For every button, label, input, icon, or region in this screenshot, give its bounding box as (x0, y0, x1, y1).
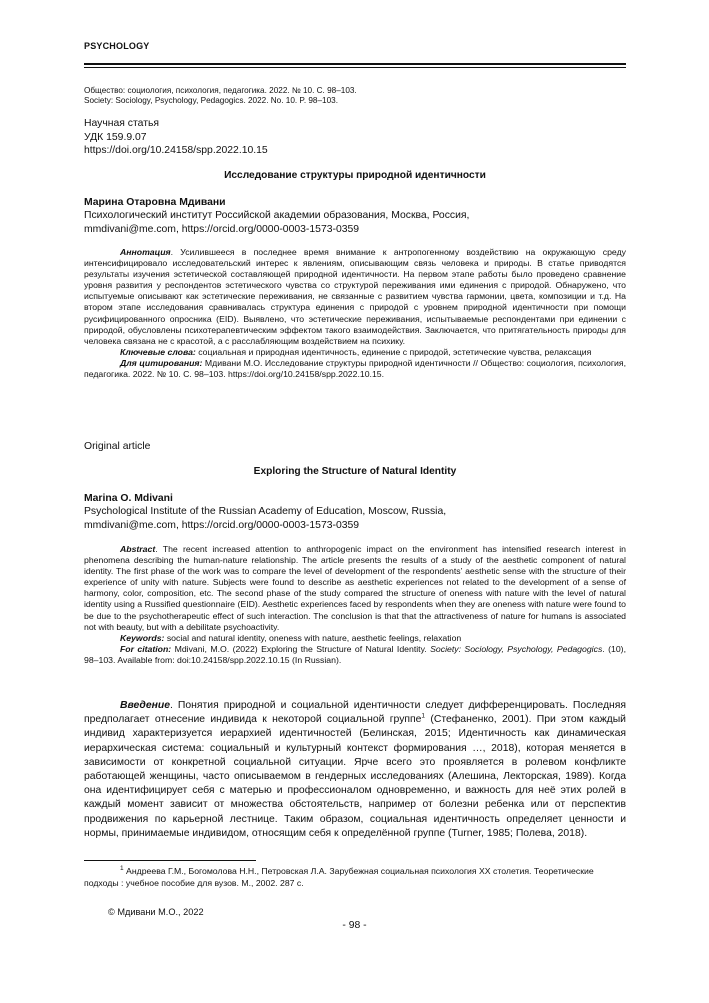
udc: УДК 159.9.07 (84, 131, 147, 143)
doi-link[interactable]: https://doi.org/10.24158/spp.2022.10.15 (84, 145, 268, 156)
article-type-en: Original article (84, 441, 151, 452)
article-type-ru: Научная статья (84, 118, 159, 129)
citation-en-journal: Society: Sociology, Psychology, Pedagogics (430, 643, 603, 654)
footnote-rule (84, 860, 256, 861)
abstract-ru (84, 247, 626, 380)
abstract-ru-text: . Усилившееся в последнее время внимание к антропогенному воздействию на окружающую среду интенсифицировало исследовательский интерес к явлениям, описывающим связь человека и природы. В статье приводятся результаты изучения эстетической составляющей природной идентичности. На первом этапе работы было проведено сравнение уровня развития у респондентов эстетического чувства со структурой переживания ими единения с природой. Обнаружено, что испытуемые описывают как эстетические переживания, не связанные с развитием чувства гармонии, цвета, композиции и т.д. На втором этапе исследования сравнивалась структура единения с природой с уровнем природной идентичности при помощи русифицированного опросника (EID). Выявлено, что эстетические переживания, испытываемые респондентами при единении с природой, обусловлены психотерапевтическим эффектом такого взаимодействия. Заключается, что притягательность природы для человека связана не с красотой, а с расслабляющим воздействием на психику. (84, 247, 626, 346)
citation-en-label: For citation: (120, 643, 172, 654)
journal-en: Society: Sociology, Psychology, Pedagogics. 2022. No. 10. P. 98–103. (84, 96, 338, 105)
abstract-en (84, 544, 626, 666)
citation-ru-label: Для цитирования: (120, 357, 203, 368)
section-header: PSYCHOLOGY (84, 41, 150, 51)
citation-en-text-2: . (10), 98–103. Available from: doi:10.24158/spp.2022.10.15 (In Russian). (84, 643, 626, 665)
keywords-en-text: social and natural identity, oneness with nature, aesthetic feelings, relaxation (164, 632, 462, 643)
intro-label: Введение (120, 700, 171, 711)
contact-en[interactable]: mmdivani@me.com, https://orcid.org/0000-0003-1573-0359 (84, 519, 360, 531)
author-ru: Марина Отаровна Мдивани (84, 197, 226, 208)
intro-paragraph (84, 699, 626, 841)
footnote-text: Андреева Г.М., Богомолова Н.Н., Петровская Л.А. Зарубежная социальная психология XX столетия. Теоретические подходы : учебное пособие для вузов. М., 2002. 287 с. (84, 866, 594, 888)
affiliation-en (84, 505, 626, 532)
footnote-ref[interactable]: 1 (421, 712, 426, 720)
abstract-en-label: Abstract (120, 544, 156, 554)
footnote-number: 1 (120, 865, 124, 873)
affiliation-ru-text: Психологический институт Российской академии образования, Москва, Россия, (84, 210, 470, 221)
abstract-ru-label: Аннотация (120, 247, 171, 257)
copyright: © Мдивани М.О., 2022 (108, 907, 204, 917)
citation-ru-text: Мдивани М.О. Исследование структуры природной идентичности // Общество: социология, психология, педагогика. 2022. № 10. С. 98–103. https://doi.org/10.24158/spp.2022.10.15. (84, 357, 626, 380)
keywords-ru-label: Ключевые слова: (120, 346, 196, 357)
title-en: Exploring the Structure of Natural Identity (253, 466, 457, 477)
citation-en-text-1: Mdivani, M.O. (2022) Exploring the Structure of Natural Identity. (171, 643, 431, 654)
journal-citation (84, 86, 357, 106)
footnote (84, 866, 626, 889)
keywords-en-label: Keywords: (120, 632, 165, 643)
journal-ru: Общество: социология, психология, педагогика. 2022. № 10. С. 98–103. (84, 86, 357, 95)
affiliation-en-text: Psychological Institute of the Russian Academy of Education, Moscow, Russia, (84, 506, 447, 517)
contact-ru[interactable]: mmdivani@me.com, https://orcid.org/0000-0003-1573-0359 (84, 223, 360, 235)
abstract-en-text: . The recent increased attention to anthropogenic impact on the environment has intensified research interest in phenomena describing the human-nature relationship. The article presents the results of a study of the aesthetic component of natural identity. The first phase of the work was to compare the level of development of the respondents’ aesthetic sense with the structure of their experience of unity with nature. Subjects were found to describe as aesthetic experiences not related to the development of a sense of harmony, color, composition, etc. The second phase of the study compared the structure of oneness with nature with the level of natural identity using a Russified questionnaire (EID). Aesthetic experiences faced by respondents when they are oneness with nature were found to be due to the psychotherapeutic effect of such interaction. The conclusion is that that the attractiveness of nature for humans is associated not with beauty, but with a debilitate psychoactivity. (84, 544, 626, 632)
author-en: Marina O. Mdivani (84, 493, 173, 504)
article-meta (84, 117, 268, 158)
keywords-ru-text: социальная и природная идентичность, единение с природой, эстетические чувства, релаксация (195, 346, 592, 357)
intro-text-1: . Понятия природной и социальной идентичности следует дифференцировать. Последняя предполагает отнесение индивида к некоторой социальной группе (84, 700, 626, 726)
header-rule-thin (84, 67, 626, 68)
header-rule-thick (84, 63, 626, 65)
intro-text-2: (Стефаненко, 2001). При этом каждый индивид характеризуется иерархией идентичностей (Белинская, 2015; Идентичность как динамическая иерархическая система: социальный и культурный контекст формирования …, 2018), которая меняется в зависимости от конкретной социальной ситуации. Ярче всего это проявляется в ролевом конфликте работающей женщины, часто описываемом в гендерных исследованиях (Алешина, Лекторская, 1989). Когда она идентифицирует себя с матерью и профессионалом одновременно, и важность для неё этих ролей в каждый момент зависит от множества обстоятельств, например от болезни ребенка или от перспектив продвижения по карьерной лестнице. Таким образом, социальная идентичность определяет ценности и нормы, принимаемые индивидом, относящим себя к определённой группе (Turner, 1985; Полева, 2018). (84, 714, 626, 839)
page-number: - 98 - (342, 920, 367, 931)
title-ru: Исследование структуры природной идентичности (224, 170, 486, 181)
affiliation-ru (84, 209, 626, 236)
